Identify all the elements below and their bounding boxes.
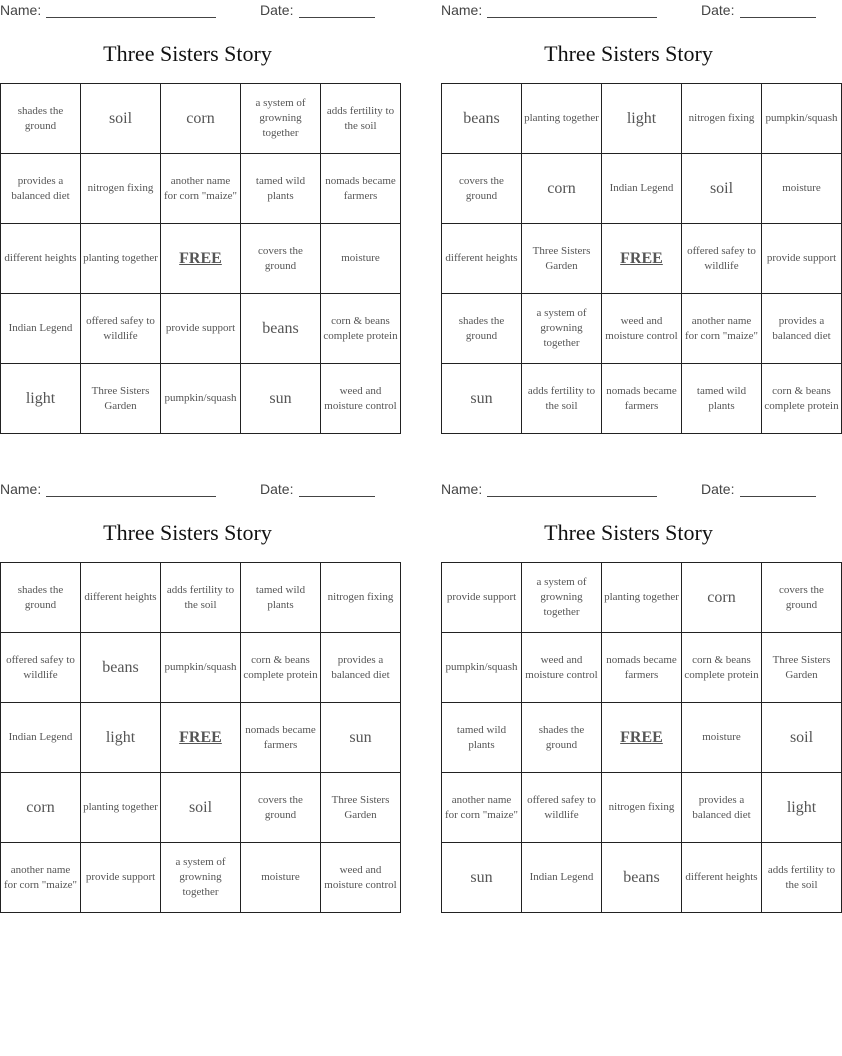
grid-row	[1, 364, 401, 434]
grid-cell: offered safey to wildlife	[522, 773, 602, 843]
grid-cell: another name for corn "maize"	[1, 843, 81, 913]
grid-cell: weed and moisture control	[522, 633, 602, 703]
grid-cell: moisture	[241, 843, 321, 913]
grid-cell: pumpkin/squash	[161, 364, 241, 434]
grid-cell: provides a balanced diet	[682, 773, 762, 843]
name-blank-line	[487, 17, 657, 18]
grid-cell: planting together	[522, 84, 602, 154]
grid-cell: shades the ground	[1, 84, 81, 154]
grid-cell: covers the ground	[442, 154, 522, 224]
grid-row	[1, 563, 401, 633]
grid-cell: light	[602, 84, 682, 154]
grid-cell: corn & beans complete protein	[682, 633, 762, 703]
grid-cell: provides a balanced diet	[1, 154, 81, 224]
grid-cell: different heights	[682, 843, 762, 913]
date-blank-line	[740, 496, 816, 497]
grid-cell: nomads became farmers	[321, 154, 401, 224]
card-header	[441, 479, 816, 501]
grid-row	[1, 154, 401, 224]
grid-cell: corn	[161, 84, 241, 154]
grid-cell: adds fertility to the soil	[522, 364, 602, 434]
grid-cell: offered safey to wildlife	[81, 294, 161, 364]
grid-cell: planting together	[602, 563, 682, 633]
grid-cell: sun	[442, 364, 522, 434]
grid-cell: shades the ground	[522, 703, 602, 773]
grid-cell: another name for corn "maize"	[442, 773, 522, 843]
grid-cell: adds fertility to the soil	[762, 843, 842, 913]
grid-cell: moisture	[321, 224, 401, 294]
grid-cell: soil	[762, 703, 842, 773]
grid-cell: adds fertility to the soil	[161, 563, 241, 633]
grid-cell: a system of growning together	[522, 563, 602, 633]
grid-cell: Indian Legend	[522, 843, 602, 913]
grid-cell: sun	[442, 843, 522, 913]
grid-cell: Three Sisters Garden	[522, 224, 602, 294]
grid-cell: a system of growning together	[241, 84, 321, 154]
grid-cell: a system of growning together	[161, 843, 241, 913]
card-header	[0, 479, 375, 501]
bingo-grid	[441, 562, 842, 913]
grid-cell: provide support	[442, 563, 522, 633]
date-label: Date:	[260, 481, 294, 497]
name-blank-line	[487, 496, 657, 497]
grid-cell: soil	[682, 154, 762, 224]
grid-cell: different heights	[1, 224, 81, 294]
grid-cell: Three Sisters Garden	[762, 633, 842, 703]
name-label: Name:	[0, 481, 42, 497]
grid-cell: planting together	[81, 773, 161, 843]
grid-cell: provide support	[762, 224, 842, 294]
bingo-grid	[441, 83, 842, 434]
card-title: Three Sisters Story	[544, 41, 713, 66]
grid-row	[442, 84, 842, 154]
grid-cell: light	[81, 703, 161, 773]
grid-cell: tamed wild plants	[682, 364, 762, 434]
bingo-card	[441, 479, 836, 891]
grid-cell: weed and moisture control	[321, 843, 401, 913]
grid-cell: corn	[1, 773, 81, 843]
grid-cell: weed and moisture control	[602, 294, 682, 364]
name-blank-line	[46, 17, 216, 18]
grid-cell: sun	[321, 703, 401, 773]
grid-cell: Indian Legend	[1, 703, 81, 773]
grid-cell: corn	[522, 154, 602, 224]
grid-row	[1, 294, 401, 364]
grid-cell: provide support	[161, 294, 241, 364]
grid-cell: nomads became farmers	[602, 364, 682, 434]
grid-cell: light	[762, 773, 842, 843]
grid-row	[442, 773, 842, 843]
card-header	[441, 0, 816, 22]
grid-cell: shades the ground	[442, 294, 522, 364]
name-blank-line	[46, 496, 216, 497]
grid-row	[1, 703, 401, 773]
name-label: Name:	[441, 481, 483, 497]
grid-cell: nomads became farmers	[602, 633, 682, 703]
grid-cell: different heights	[442, 224, 522, 294]
grid-cell: corn & beans complete protein	[762, 364, 842, 434]
grid-cell: planting together	[81, 224, 161, 294]
grid-cell: beans	[442, 84, 522, 154]
grid-cell: soil	[161, 773, 241, 843]
grid-cell: pumpkin/squash	[442, 633, 522, 703]
grid-row	[1, 843, 401, 913]
grid-row	[1, 633, 401, 703]
grid-cell: sun	[241, 364, 321, 434]
date-blank-line	[299, 496, 375, 497]
name-label: Name:	[0, 2, 42, 18]
grid-cell: moisture	[682, 703, 762, 773]
free-space-cell: FREE	[161, 224, 241, 294]
grid-row	[442, 294, 842, 364]
grid-cell: shades the ground	[1, 563, 81, 633]
date-label: Date:	[260, 2, 294, 18]
grid-cell: corn & beans complete protein	[321, 294, 401, 364]
grid-cell: pumpkin/squash	[161, 633, 241, 703]
card-title: Three Sisters Story	[103, 520, 272, 545]
grid-cell: Indian Legend	[602, 154, 682, 224]
grid-row	[1, 224, 401, 294]
name-label: Name:	[441, 2, 483, 18]
free-space-cell: FREE	[602, 703, 682, 773]
bingo-card	[0, 479, 397, 898]
card-title: Three Sisters Story	[103, 41, 272, 66]
grid-cell: pumpkin/squash	[762, 84, 842, 154]
bingo-grid	[0, 562, 401, 913]
grid-cell: nomads became farmers	[241, 703, 321, 773]
date-label: Date:	[701, 481, 735, 497]
grid-row	[442, 154, 842, 224]
card-header	[0, 0, 375, 22]
grid-cell: corn & beans complete protein	[241, 633, 321, 703]
grid-cell: Indian Legend	[1, 294, 81, 364]
grid-cell: beans	[602, 843, 682, 913]
grid-row	[1, 84, 401, 154]
date-label: Date:	[701, 2, 735, 18]
grid-row	[442, 633, 842, 703]
grid-cell: another name for corn "maize"	[161, 154, 241, 224]
grid-cell: another name for corn "maize"	[682, 294, 762, 364]
grid-cell: light	[1, 364, 81, 434]
date-blank-line	[299, 17, 375, 18]
grid-cell: provide support	[81, 843, 161, 913]
grid-cell: offered safey to wildlife	[682, 224, 762, 294]
grid-cell: covers the ground	[241, 773, 321, 843]
grid-cell: moisture	[762, 154, 842, 224]
grid-cell: offered safey to wildlife	[1, 633, 81, 703]
grid-cell: adds fertility to the soil	[321, 84, 401, 154]
grid-cell: nitrogen fixing	[321, 563, 401, 633]
grid-cell: nitrogen fixing	[81, 154, 161, 224]
grid-cell: a system of growning together	[522, 294, 602, 364]
grid-row	[442, 364, 842, 434]
grid-cell: tamed wild plants	[241, 563, 321, 633]
grid-cell: tamed wild plants	[241, 154, 321, 224]
grid-cell: covers the ground	[241, 224, 321, 294]
grid-row	[1, 773, 401, 843]
bingo-grid	[0, 83, 401, 434]
grid-cell: tamed wild plants	[442, 703, 522, 773]
grid-cell: covers the ground	[762, 563, 842, 633]
grid-cell: beans	[81, 633, 161, 703]
grid-cell: provides a balanced diet	[321, 633, 401, 703]
free-space-cell: FREE	[161, 703, 241, 773]
grid-cell: different heights	[81, 563, 161, 633]
grid-cell: Three Sisters Garden	[81, 364, 161, 434]
grid-cell: nitrogen fixing	[682, 84, 762, 154]
grid-cell: nitrogen fixing	[602, 773, 682, 843]
grid-cell: beans	[241, 294, 321, 364]
date-blank-line	[740, 17, 816, 18]
grid-row	[442, 703, 842, 773]
free-space-cell: FREE	[602, 224, 682, 294]
grid-row	[442, 563, 842, 633]
grid-cell: corn	[682, 563, 762, 633]
grid-cell: Three Sisters Garden	[321, 773, 401, 843]
grid-cell: soil	[81, 84, 161, 154]
grid-row	[442, 224, 842, 294]
grid-cell: weed and moisture control	[321, 364, 401, 434]
grid-row	[442, 843, 842, 913]
bingo-card	[441, 0, 839, 412]
card-title: Three Sisters Story	[544, 520, 713, 545]
grid-cell: provides a balanced diet	[762, 294, 842, 364]
bingo-card	[0, 0, 398, 412]
